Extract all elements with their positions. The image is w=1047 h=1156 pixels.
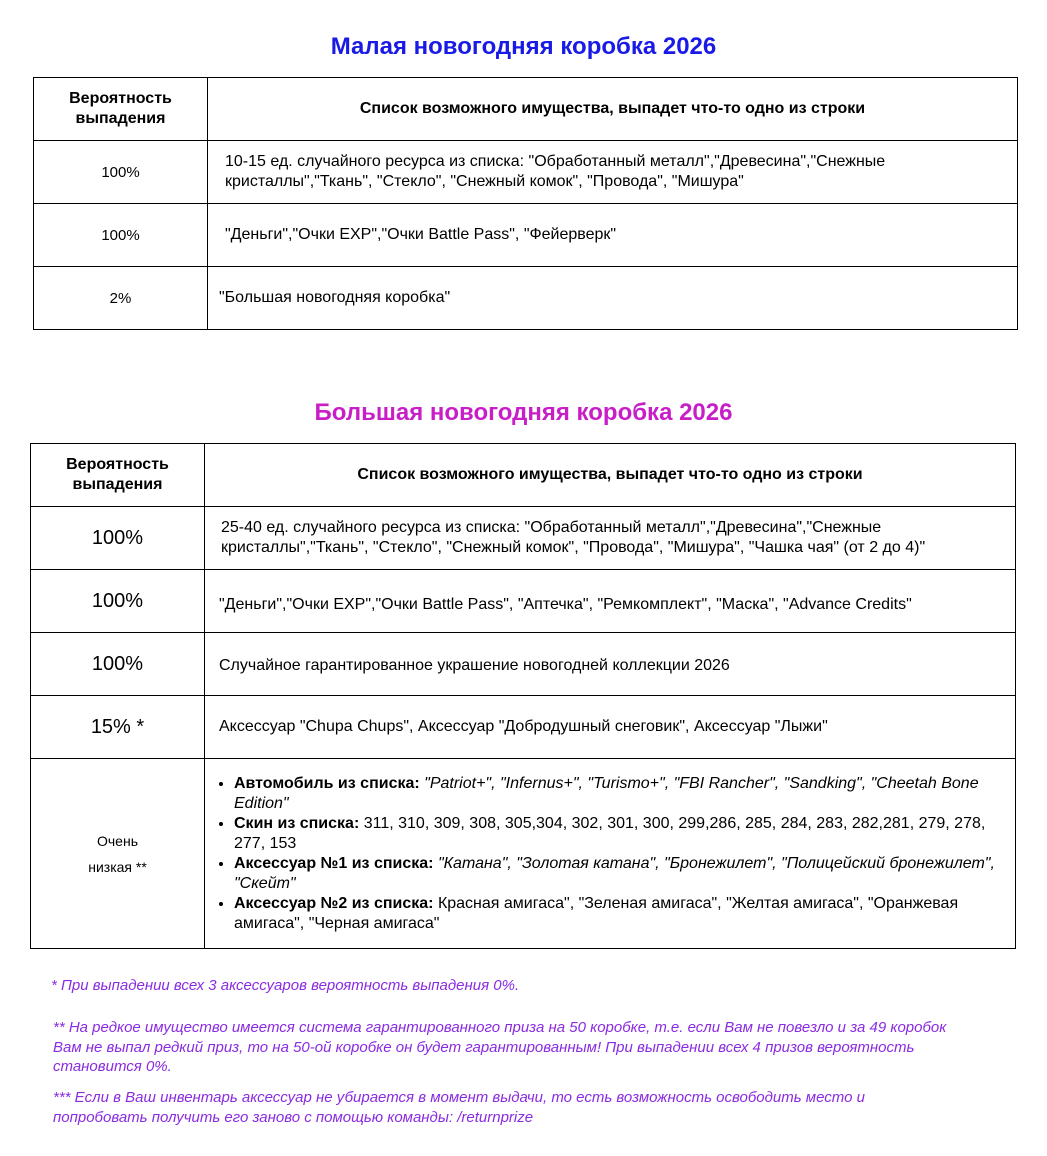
content-cell: 10-15 ед. случайного ресурса из списка: "Обработанный металл","Древесина","Снежные кристаллы","Ткань", "Стекло", "Снежный комок", "Провода", "Мишура" — [208, 141, 1018, 204]
table-row — [31, 507, 1016, 570]
table-header-row — [31, 444, 1016, 507]
content-cell: "Деньги","Очки EXP","Очки Battle Pass", "Аптечка", "Ремкомплект", "Маска", "Advance Credits" — [205, 570, 1016, 633]
list-item — [234, 814, 995, 854]
table-header-row — [34, 78, 1018, 141]
item-label: Автомобиль из списка: — [234, 774, 420, 792]
probability-cell — [31, 759, 205, 949]
probability-cell: 100% — [31, 507, 205, 570]
list-header: Список возможного имущества, выпадет что-то одно из строки — [205, 444, 1016, 507]
rare-items-row — [31, 759, 1016, 949]
probability-cell: 100% — [34, 204, 208, 267]
probability-cell: 15% * — [31, 696, 205, 759]
probability-cell: 100% — [34, 141, 208, 204]
big-box-title: Большая новогодняя коробка 2026 — [314, 399, 733, 426]
table-row — [34, 141, 1018, 204]
item-label: Скин из списка: — [234, 814, 360, 832]
probability-cell: 2% — [34, 267, 208, 330]
item-label: Аксессуар №1 из списка: — [234, 854, 434, 872]
list-item — [234, 774, 995, 814]
list-header: Список возможного имущества, выпадет что-то одно из строки — [208, 78, 1018, 141]
probability-cell: 100% — [31, 570, 205, 633]
table-row — [31, 696, 1016, 759]
small-box-table — [33, 77, 1018, 330]
content-cell: 25-40 ед. случайного ресурса из списка: "Обработанный металл","Древесина","Снежные кристаллы","Ткань", "Стекло", "Снежный комок", "Провода", "Мишура", "Чашка чая" (от 2 до 4)" — [205, 507, 1016, 570]
list-item — [234, 894, 995, 934]
content-cell: "Деньги","Очки EXP","Очки Battle Pass", "Фейерверк" — [208, 204, 1018, 267]
item-label: Аксессуар №2 из списка: — [234, 894, 434, 912]
item-value: 311, 310, 309, 308, 305,304, 302, 301, 300, 299,286, 285, 284, 283, 282,281, 279, 278, 277, 153 — [234, 814, 986, 852]
footnote-guarantee: ** На редкое имущество имеется система гарантированного приза на 50 коробке, т.е. если Вам не повезло и за 49 коробок Вам не выпал редкий приз, то на 50-ой коробке он будет гарантированным! При выпадении всех 4 призов вероятность становится 0%. — [53, 1019, 947, 1075]
item-value: "Катана", "Золотая катана", "Бронежилет", "Полицейский бронежилет", "Скейт" — [234, 854, 995, 892]
probability-header: Вероятность выпадения — [34, 78, 208, 141]
list-item — [234, 854, 995, 894]
table-row — [34, 204, 1018, 267]
content-cell: "Большая новогодняя коробка" — [208, 267, 1018, 330]
probability-header: Вероятность выпадения — [31, 444, 205, 507]
table-row — [31, 570, 1016, 633]
table-row — [31, 633, 1016, 696]
probability-line: низкая ** — [88, 858, 147, 875]
item-value: Красная амигаса", "Зеленая амигаса", "Желтая амигаса", "Оранжевая амигаса", "Черная амигаса" — [234, 894, 959, 932]
small-box-title: Малая новогодняя коробка 2026 — [330, 33, 717, 60]
footnote-accessories: * При выпадении всех 3 аксессуаров вероятность выпадения 0%. — [51, 977, 520, 994]
content-cell: Случайное гарантированное украшение новогодней коллекции 2026 — [205, 633, 1016, 696]
big-box-table — [30, 443, 1016, 949]
content-cell: Аксессуар "Chupa Chups", Аксессуар "Добродушный снеговик", Аксессуар "Лыжи" — [205, 696, 1016, 759]
table-row — [34, 267, 1018, 330]
rare-items-list — [205, 774, 1015, 934]
probability-cell: 100% — [31, 633, 205, 696]
probability-line: Очень — [97, 832, 138, 849]
item-value: "Patriot+", "Infernus+", "Turismo+", "FBI Rancher", "Sandking", "Cheetah Bone Edition" — [234, 774, 979, 812]
footnote-returnprize: *** Если в Ваш инвентарь аксессуар не убирается в момент выдачи, то есть возможность освободить место и попробовать получить его заново с помощью команды: /returnprize — [53, 1089, 865, 1126]
rare-items-cell — [205, 759, 1016, 949]
